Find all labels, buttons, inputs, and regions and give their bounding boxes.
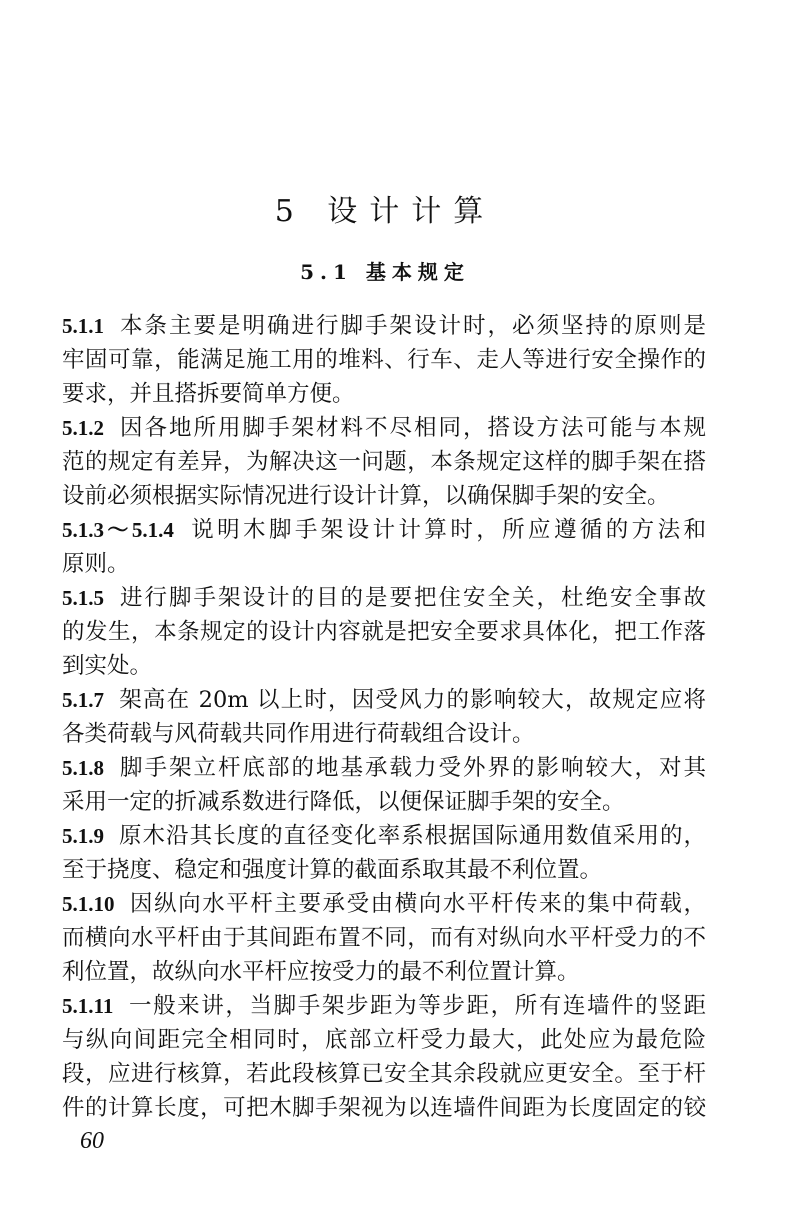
text-line xyxy=(62,343,706,377)
line-text: 的发生，本条规定的设计内容就是把安全要求具体化，把工作落 xyxy=(62,619,706,645)
text-line xyxy=(62,887,706,921)
text-line xyxy=(62,819,706,853)
text-line xyxy=(62,853,706,887)
text-line xyxy=(62,1091,706,1125)
clause-number: 5.1.8 xyxy=(62,756,104,780)
text-line xyxy=(62,717,706,751)
text-line xyxy=(62,411,706,445)
clause-number: 5.1.10 xyxy=(62,892,115,916)
text-line xyxy=(62,547,706,581)
text-line xyxy=(62,683,706,717)
clause-number: 5.1.9 xyxy=(62,824,104,848)
body-text xyxy=(62,309,706,1125)
text-line xyxy=(62,1057,706,1091)
line-text: 而横向水平杆由于其间距布置不同，而有对纵向水平杆受力的不 xyxy=(62,925,706,951)
line-text: 原则。 xyxy=(62,551,130,577)
text-line xyxy=(62,479,706,513)
line-text: 因纵向水平杆主要承受由横向水平杆传来的集中荷载， xyxy=(128,891,706,917)
line-text: 本条主要是明确进行脚手架设计时，必须坚持的原则是 xyxy=(118,313,706,339)
line-text: 到实处。 xyxy=(62,653,153,679)
text-line xyxy=(62,615,706,649)
clause-number: 5.1.5 xyxy=(62,586,104,610)
line-text: 与纵向间距完全相同时，底部立杆受力最大，此处应为最危险 xyxy=(62,1027,706,1053)
clause-number: 5.1.2 xyxy=(62,416,104,440)
clause-number: 5.1.1 xyxy=(62,314,104,338)
line-text: 牢固可靠，能满足施工用的堆料、行车、走人等进行安全操作的 xyxy=(62,347,706,373)
line-text: 架高在 20m 以上时，因受风力的影响较大，故规定应将 xyxy=(118,687,706,713)
section-title: 5.1 基本规定 xyxy=(300,260,470,284)
text-line xyxy=(62,751,706,785)
line-text: 一般来讲，当脚手架步距为等步距，所有连墙件的竖距 xyxy=(127,993,706,1019)
text-line xyxy=(62,649,706,683)
line-text: 采用一定的折减系数进行降低，以便保证脚手架的安全。 xyxy=(62,789,625,815)
line-text: 说明木脚手架设计计算时，所应遵循的方法和 xyxy=(187,517,706,543)
text-line xyxy=(62,1023,706,1057)
line-text: 各类荷载与风荷载共同作用进行荷载组合设计。 xyxy=(62,721,535,747)
text-line xyxy=(62,513,706,547)
chapter-title: 5 设计计算 xyxy=(274,194,496,229)
text-line xyxy=(62,445,706,479)
line-text: 脚手架立杆底部的地基承载力受外界的影响较大，对其 xyxy=(118,755,706,781)
clause-number: 5.1.3～5.1.4 xyxy=(62,518,174,542)
text-line xyxy=(62,377,706,411)
line-text: 范的规定有差异，为解决这一问题，本条规定这样的脚手架在搭 xyxy=(62,449,706,475)
line-text: 至于挠度、稳定和强度计算的截面系取其最不利位置。 xyxy=(62,857,603,883)
line-text: 原木沿其长度的直径变化率系根据国际通用数值采用的， xyxy=(118,823,706,849)
text-line xyxy=(62,989,706,1023)
clause-number: 5.1.11 xyxy=(62,994,114,1018)
line-text: 利位置，故纵向水平杆应按受力的最不利位置计算。 xyxy=(62,959,580,985)
line-text: 段，应进行核算，若此段核算已安全其余段就应更安全。至于杆 xyxy=(62,1061,706,1087)
page-number: 60 xyxy=(80,1128,104,1154)
line-text: 要求，并且搭拆要简单方便。 xyxy=(62,381,355,407)
line-text: 因各地所用脚手架材料不尽相同，搭设方法可能与本规 xyxy=(118,415,706,441)
text-line xyxy=(62,921,706,955)
clause-number: 5.1.7 xyxy=(62,688,104,712)
line-text: 件的计算长度，可把木脚手架视为以连墙件间距为长度固定的铰 xyxy=(62,1095,706,1121)
text-line xyxy=(62,581,706,615)
text-line xyxy=(62,785,706,819)
line-text: 进行脚手架设计的目的是要把住安全关，杜绝安全事故 xyxy=(118,585,706,611)
text-line xyxy=(62,955,706,989)
text-line xyxy=(62,309,706,343)
line-text: 设前必须根据实际情况进行设计计算，以确保脚手架的安全。 xyxy=(62,483,670,509)
